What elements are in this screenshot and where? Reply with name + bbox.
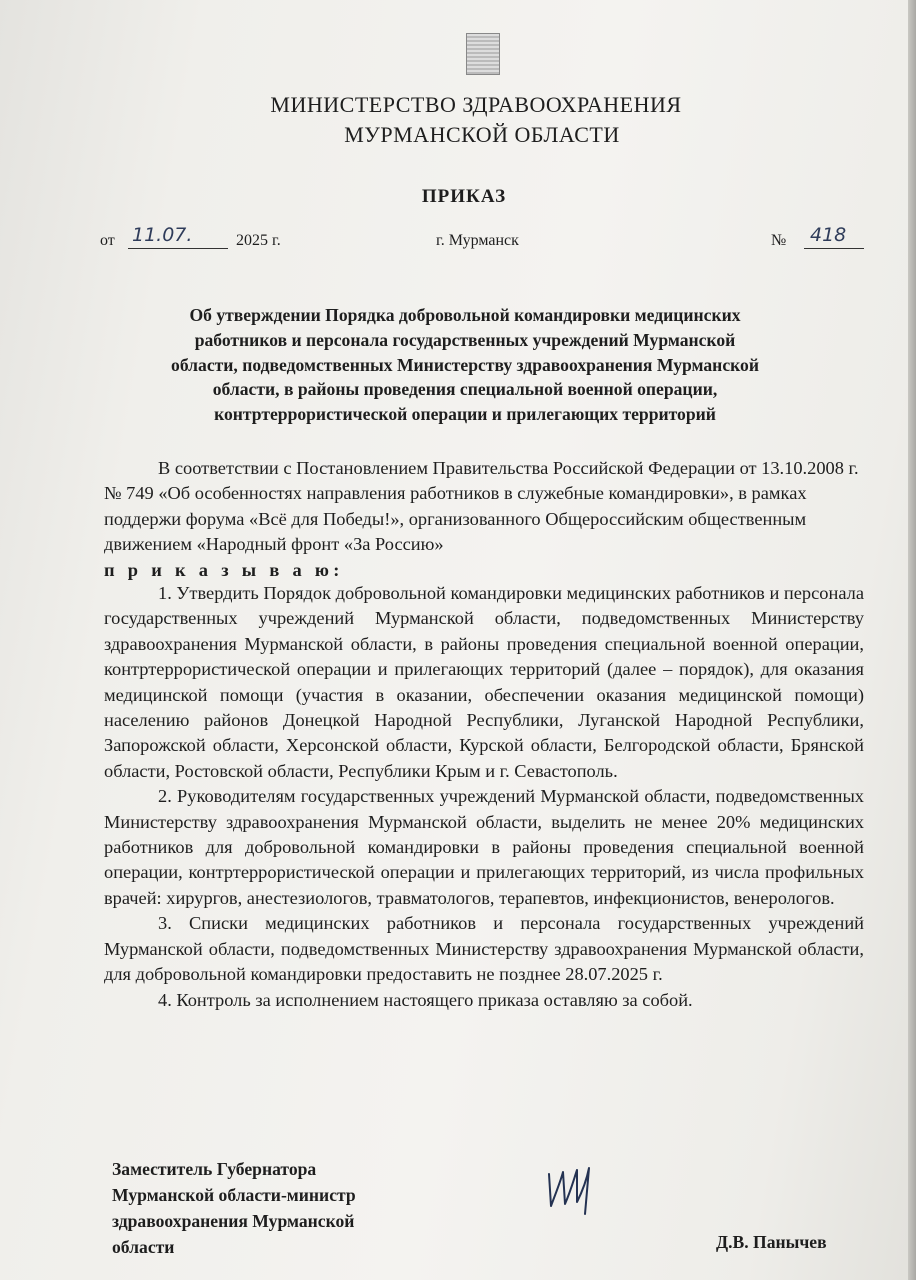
order-item-2: 2. Руководителям государственных учреждений Мурманской области, подведомственных Министерству здравоохранения Мурманской области, выделить не менее 20% медицинских работников для добровольной командировки в районы проведения специальной военной операции, контртеррористической операции и прилегающих территорий, из числа профильных врачей: хирургов, анестезиологов, травматологов, терапевтов, инфекционистов, венерологов. [104, 786, 864, 908]
order-item-3: 3. Списки медицинских работников и персонала государственных учреждений Мурманской области, подведомственных Министерству здравоохранения Мурманской области, для добровольной командировки предоставить не позднее 28.07.2025 г. [104, 913, 864, 985]
coat-of-arms-icon [466, 33, 500, 75]
signatory-position-line: Заместитель Губернатора [112, 1159, 317, 1179]
order-number-field [804, 226, 864, 249]
order-date-field [128, 226, 228, 249]
subject-line: области, подведомственных Министерству здравоохранения Мурманской [171, 354, 759, 375]
subject-line: области, в районы проведения специальной военной операции, [212, 379, 718, 400]
subject-line: контртеррористической операции и прилегающих территорий [214, 404, 716, 425]
order-number: 418 [810, 224, 847, 246]
order-item-4: 4. Контроль за исполнением настоящего приказа оставляю за собой. [158, 989, 693, 1010]
order-subject [120, 303, 810, 427]
ministry-name-line1: МИНИСТЕРСТВО ЗДРАВООХРАНЕНИЯ [270, 92, 682, 117]
order-word: п р и к а з ы в а ю: [104, 559, 344, 580]
order-city: г. Мурманск [436, 232, 519, 249]
order-items [104, 581, 864, 1013]
date-from-label: от [100, 232, 115, 249]
order-year: 2025 г. [236, 232, 281, 249]
order-item-1: 1. Утвердить Порядок добровольной командировки медицинских работников и персонала государственных учреждений Мурманской области, подведомственных Министерству здравоохранения Мурманской области, в районы проведения специальной военной операции, контртеррористической операции и прилегающих территорий (далее – порядок), для оказания медицинской помощи (участия в оказании, обеспечении оказания медицинской помощи) населению районов Донецкой Народной Республики, Луганской Народной Республики, Запорожской области, Херсонской области, Курской области, Белгородской области, Брянской области, Ростовской области, Республики Крым и г. Севастополь. [104, 583, 864, 781]
preamble-block [104, 456, 864, 583]
signatory-position-line: здравоохранения Мурманской [112, 1211, 355, 1231]
signatory-position-line: Мурманской области-министр [112, 1185, 356, 1205]
preamble-text: В соответствии с Постановлением Правительства Российской Федерации от 13.10.2008 г. № 749 «Об особенностях направления работников в служебные командировки», в рамках поддержи форума «Всё для Победы!», организованного Общероссийским общественным движением «Народный фронт «За Россию» [104, 458, 859, 555]
number-label: № [771, 232, 787, 249]
handwritten-signature [543, 1160, 613, 1216]
signatory-name: Д.В. Панычев [716, 1232, 827, 1252]
ministry-name-line2: МУРМАНСКОЙ ОБЛАСТИ [344, 122, 620, 147]
signatory-position-line: области [112, 1237, 175, 1257]
subject-line: работников и персонала государственных учреждений Мурманской [194, 329, 736, 350]
signatory-position [112, 1156, 452, 1260]
order-title: ПРИКАЗ [421, 186, 507, 207]
subject-line: Об утверждении Порядка добровольной командировки медицинских [189, 305, 741, 325]
order-date: 11.07. [132, 224, 193, 246]
